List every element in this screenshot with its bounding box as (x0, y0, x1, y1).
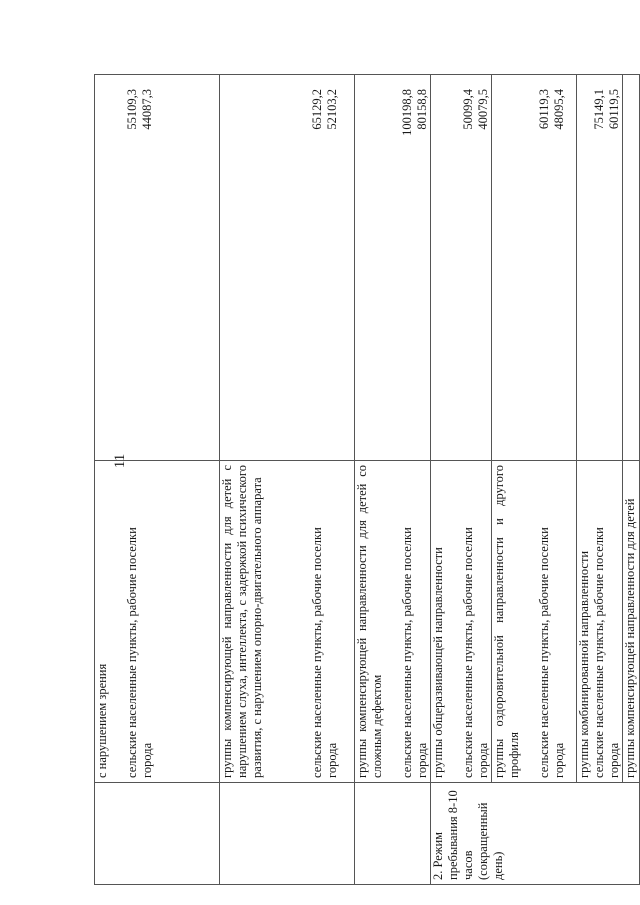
value: 100198,8 (400, 89, 414, 136)
group-label: сельские населенные пункты, рабочие поселки (461, 527, 475, 778)
table-row (95, 75, 220, 885)
group-cell (431, 461, 492, 783)
group-label: города (140, 742, 154, 778)
mode-label: 2. Режим пребывания 8-10 часов (сокращенный день) (431, 790, 505, 880)
mode-cell-empty (220, 783, 355, 885)
group-label: группы общеразвивающей направленности (431, 547, 445, 778)
group-label: сельские населенные пункты, рабочие поселки (125, 527, 139, 778)
page-number: 11 (112, 453, 128, 469)
group-cell (355, 461, 431, 783)
group-label: города (552, 742, 566, 778)
group-label: города (325, 742, 339, 778)
group-label: города (415, 742, 429, 778)
value: 52103,2 (325, 89, 339, 130)
value-cell (577, 75, 623, 461)
tariff-table (94, 74, 640, 885)
mode-cell (431, 783, 640, 885)
group-label: группы оздоровительной направленности и другого профиля (492, 465, 521, 778)
value: 40079,5 (476, 89, 490, 130)
table-row (623, 75, 640, 885)
table-row (577, 75, 623, 885)
table-row (355, 75, 431, 885)
value: 44087,3 (140, 89, 154, 130)
value-cell (220, 75, 355, 461)
value-cell (355, 75, 431, 461)
group-label: с нарушением зрения (95, 663, 109, 778)
group-label: города (476, 742, 490, 778)
value: 60119,5 (607, 89, 621, 130)
group-label: сельские населенные пункты, рабочие поселки (592, 527, 606, 778)
value: 75149,1 (592, 89, 606, 130)
group-cell (492, 461, 577, 783)
group-label: сельские населенные пункты, рабочие поселки (400, 527, 414, 778)
group-label: города (607, 742, 621, 778)
group-cell (95, 461, 220, 783)
group-label: группы компенсирующей направленности для детей со сложным дефектом (355, 465, 384, 778)
group-cell (220, 461, 355, 783)
value-cell (95, 75, 220, 461)
group-cell (623, 461, 640, 783)
table-row (220, 75, 355, 885)
group-cell (577, 461, 623, 783)
rotated-table-wrapper (94, 75, 637, 885)
table-row (431, 75, 492, 885)
value-cell (492, 75, 577, 461)
value-cell (623, 75, 640, 461)
group-label: сельские населенные пункты, рабочие поселки (310, 527, 324, 778)
mode-cell-empty (355, 783, 431, 885)
group-label: сельские населенные пункты, рабочие поселки (537, 527, 551, 778)
value: 60119,3 (537, 89, 551, 130)
value: 55109,3 (125, 89, 139, 130)
value: 48095,4 (552, 89, 566, 130)
value-cell (431, 75, 492, 461)
mode-cell-empty (95, 783, 220, 885)
value: 80158,8 (415, 89, 429, 130)
table-row (492, 75, 577, 885)
value: 65129,2 (310, 89, 324, 130)
group-label: группы комбинированной направленности (577, 550, 591, 778)
value: 50099,4 (461, 89, 475, 130)
group-label: группы компенсирующей направленности для детей (623, 498, 637, 778)
group-label: группы компенсирующей направленности для детей с нарушением слуха, интеллекта, с задержкой психического развития, с нарушением опорно-двигательного аппарата (220, 465, 264, 778)
